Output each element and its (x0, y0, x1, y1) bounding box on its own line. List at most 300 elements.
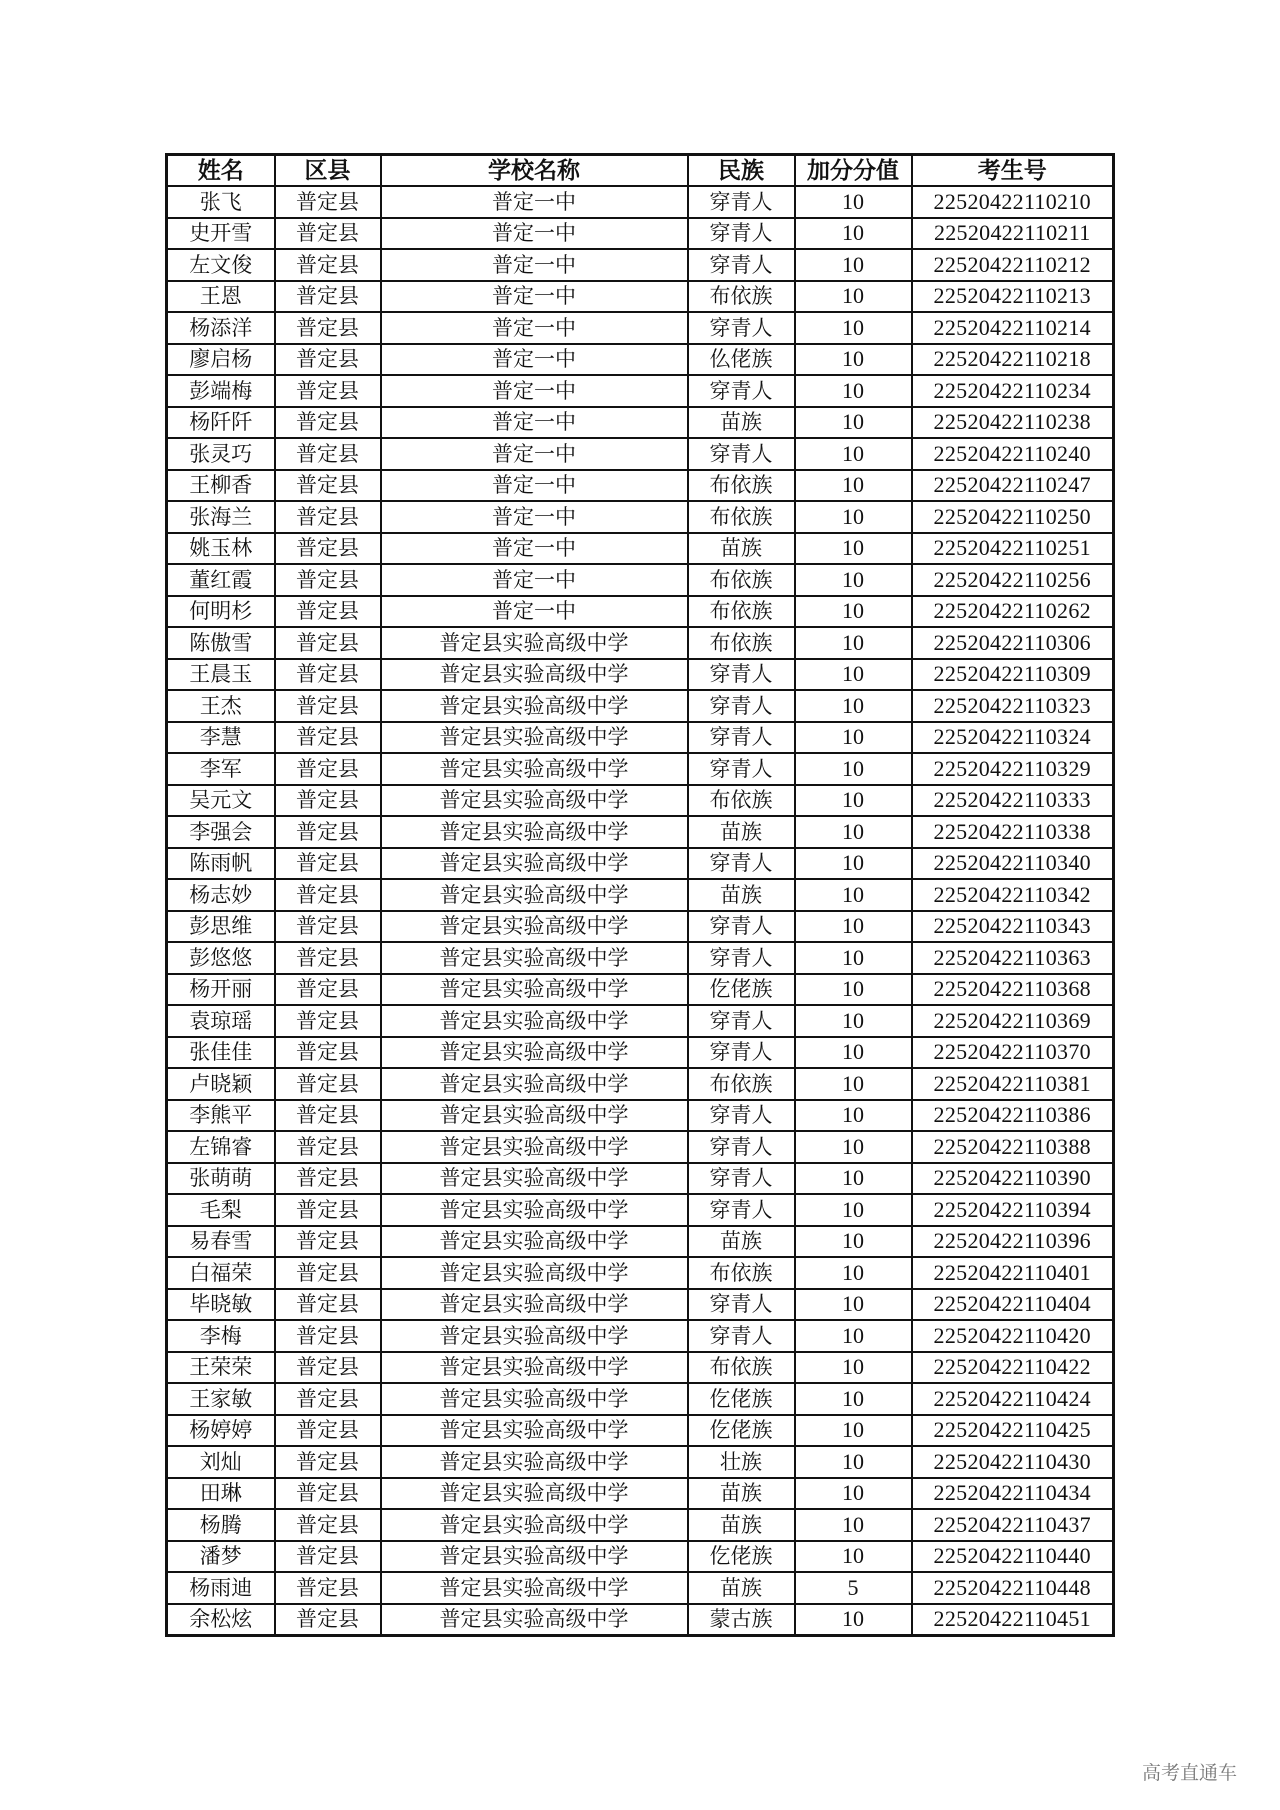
cell-bonus-points: 10 (795, 1131, 912, 1163)
cell-name: 王晨玉 (167, 659, 275, 691)
cell-bonus-points: 10 (795, 1478, 912, 1510)
cell-exam-id: 22520422110251 (912, 533, 1114, 565)
cell-ethnicity: 仫佬族 (688, 344, 795, 376)
cell-name: 李熊平 (167, 1100, 275, 1132)
cell-district: 普定县 (275, 438, 381, 470)
cell-bonus-points: 10 (795, 470, 912, 502)
cell-name: 杨开丽 (167, 974, 275, 1006)
cell-ethnicity: 穿青人 (688, 942, 795, 974)
cell-name: 廖启杨 (167, 344, 275, 376)
cell-exam-id: 22520422110448 (912, 1572, 1114, 1604)
cell-exam-id: 22520422110363 (912, 942, 1114, 974)
cell-name: 陈雨帆 (167, 848, 275, 880)
cell-exam-id: 22520422110343 (912, 911, 1114, 943)
cell-bonus-points: 10 (795, 785, 912, 817)
cell-exam-id: 22520422110256 (912, 564, 1114, 596)
cell-bonus-points: 10 (795, 438, 912, 470)
cell-name: 王杰 (167, 690, 275, 722)
cell-name: 何明杉 (167, 596, 275, 628)
cell-bonus-points: 10 (795, 1289, 912, 1321)
cell-bonus-points: 10 (795, 1037, 912, 1069)
cell-district: 普定县 (275, 344, 381, 376)
cell-district: 普定县 (275, 1541, 381, 1573)
table-row (167, 1352, 1114, 1384)
cell-ethnicity: 蒙古族 (688, 1604, 795, 1636)
cell-ethnicity: 仡佬族 (688, 1415, 795, 1447)
table-row (167, 186, 1114, 218)
table-row (167, 1478, 1114, 1510)
table-row (167, 942, 1114, 974)
cell-school: 普定县实验高级中学 (381, 1257, 688, 1289)
cell-exam-id: 22520422110247 (912, 470, 1114, 502)
cell-ethnicity: 布依族 (688, 281, 795, 313)
cell-district: 普定县 (275, 1194, 381, 1226)
cell-ethnicity: 苗族 (688, 407, 795, 439)
cell-bonus-points: 10 (795, 281, 912, 313)
cell-exam-id: 22520422110309 (912, 659, 1114, 691)
cell-exam-id: 22520422110434 (912, 1478, 1114, 1510)
cell-bonus-points: 10 (795, 1068, 912, 1100)
cell-school: 普定县实验高级中学 (381, 942, 688, 974)
table-row (167, 249, 1114, 281)
cell-district: 普定县 (275, 848, 381, 880)
cell-ethnicity: 穿青人 (688, 690, 795, 722)
cell-district: 普定县 (275, 1163, 381, 1195)
cell-ethnicity: 苗族 (688, 533, 795, 565)
cell-district: 普定县 (275, 1257, 381, 1289)
cell-bonus-points: 10 (795, 1320, 912, 1352)
cell-ethnicity: 穿青人 (688, 1163, 795, 1195)
table-row (167, 1226, 1114, 1258)
cell-school: 普定县实验高级中学 (381, 785, 688, 817)
cell-bonus-points: 10 (795, 848, 912, 880)
cell-bonus-points: 10 (795, 1541, 912, 1573)
cell-exam-id: 22520422110262 (912, 596, 1114, 628)
cell-bonus-points: 10 (795, 596, 912, 628)
cell-district: 普定县 (275, 564, 381, 596)
table-body (167, 186, 1114, 1636)
header-bonus-points: 加分分值 (795, 155, 912, 187)
table-row (167, 848, 1114, 880)
cell-name: 潘梦 (167, 1541, 275, 1573)
cell-exam-id: 22520422110381 (912, 1068, 1114, 1100)
table-row (167, 627, 1114, 659)
table-row (167, 1383, 1114, 1415)
cell-school: 普定县实验高级中学 (381, 1037, 688, 1069)
table-row (167, 1541, 1114, 1573)
cell-bonus-points: 10 (795, 659, 912, 691)
cell-exam-id: 22520422110214 (912, 312, 1114, 344)
cell-name: 张佳佳 (167, 1037, 275, 1069)
cell-exam-id: 22520422110324 (912, 722, 1114, 754)
cell-school: 普定一中 (381, 470, 688, 502)
cell-district: 普定县 (275, 753, 381, 785)
cell-district: 普定县 (275, 1383, 381, 1415)
cell-exam-id: 22520422110234 (912, 375, 1114, 407)
cell-district: 普定县 (275, 1572, 381, 1604)
table-row (167, 659, 1114, 691)
cell-school: 普定县实验高级中学 (381, 1352, 688, 1384)
cell-district: 普定县 (275, 470, 381, 502)
cell-ethnicity: 穿青人 (688, 1005, 795, 1037)
table-row (167, 1446, 1114, 1478)
table-row (167, 281, 1114, 313)
cell-district: 普定县 (275, 1446, 381, 1478)
cell-ethnicity: 苗族 (688, 879, 795, 911)
cell-district: 普定县 (275, 1226, 381, 1258)
table-row (167, 911, 1114, 943)
cell-school: 普定县实验高级中学 (381, 816, 688, 848)
table-header-row (167, 155, 1114, 187)
cell-name: 左锦睿 (167, 1131, 275, 1163)
cell-school: 普定一中 (381, 438, 688, 470)
cell-bonus-points: 10 (795, 218, 912, 250)
table-row (167, 312, 1114, 344)
cell-district: 普定县 (275, 1415, 381, 1447)
cell-district: 普定县 (275, 1005, 381, 1037)
cell-bonus-points: 10 (795, 375, 912, 407)
table-row (167, 564, 1114, 596)
cell-bonus-points: 10 (795, 186, 912, 218)
cell-name: 彭悠悠 (167, 942, 275, 974)
cell-bonus-points: 10 (795, 1100, 912, 1132)
cell-school: 普定县实验高级中学 (381, 974, 688, 1006)
cell-name: 彭端梅 (167, 375, 275, 407)
cell-district: 普定县 (275, 690, 381, 722)
table-row (167, 375, 1114, 407)
cell-name: 张飞 (167, 186, 275, 218)
table-row (167, 1604, 1114, 1636)
cell-district: 普定县 (275, 1289, 381, 1321)
cell-school: 普定一中 (381, 501, 688, 533)
table-row (167, 816, 1114, 848)
cell-bonus-points: 10 (795, 1194, 912, 1226)
cell-bonus-points: 10 (795, 1446, 912, 1478)
cell-district: 普定县 (275, 879, 381, 911)
table-row (167, 785, 1114, 817)
cell-exam-id: 22520422110386 (912, 1100, 1114, 1132)
cell-district: 普定县 (275, 533, 381, 565)
cell-ethnicity: 穿青人 (688, 1320, 795, 1352)
cell-name: 杨婷婷 (167, 1415, 275, 1447)
cell-exam-id: 22520422110370 (912, 1037, 1114, 1069)
cell-school: 普定县实验高级中学 (381, 627, 688, 659)
cell-school: 普定一中 (381, 375, 688, 407)
cell-school: 普定一中 (381, 564, 688, 596)
cell-ethnicity: 穿青人 (688, 375, 795, 407)
table-row (167, 596, 1114, 628)
cell-exam-id: 22520422110213 (912, 281, 1114, 313)
cell-district: 普定县 (275, 312, 381, 344)
bonus-points-table (165, 153, 1115, 1637)
cell-exam-id: 22520422110210 (912, 186, 1114, 218)
cell-ethnicity: 仡佬族 (688, 1541, 795, 1573)
cell-school: 普定县实验高级中学 (381, 659, 688, 691)
table-row (167, 1415, 1114, 1447)
cell-name: 姚玉林 (167, 533, 275, 565)
cell-name: 杨添洋 (167, 312, 275, 344)
cell-school: 普定县实验高级中学 (381, 690, 688, 722)
cell-name: 李军 (167, 753, 275, 785)
cell-bonus-points: 10 (795, 1226, 912, 1258)
cell-exam-id: 22520422110440 (912, 1541, 1114, 1573)
cell-bonus-points: 10 (795, 1163, 912, 1195)
cell-district: 普定县 (275, 281, 381, 313)
cell-exam-id: 22520422110306 (912, 627, 1114, 659)
cell-ethnicity: 穿青人 (688, 1131, 795, 1163)
cell-bonus-points: 10 (795, 879, 912, 911)
cell-school: 普定县实验高级中学 (381, 1163, 688, 1195)
cell-exam-id: 22520422110212 (912, 249, 1114, 281)
cell-bonus-points: 10 (795, 753, 912, 785)
cell-exam-id: 22520422110338 (912, 816, 1114, 848)
table-row (167, 879, 1114, 911)
cell-district: 普定县 (275, 249, 381, 281)
cell-ethnicity: 穿青人 (688, 911, 795, 943)
cell-name: 易春雪 (167, 1226, 275, 1258)
cell-school: 普定县实验高级中学 (381, 1320, 688, 1352)
cell-district: 普定县 (275, 1509, 381, 1541)
table-row (167, 722, 1114, 754)
cell-bonus-points: 10 (795, 690, 912, 722)
watermark: 高考直通车 (1142, 1762, 1238, 1784)
cell-ethnicity: 穿青人 (688, 249, 795, 281)
cell-name: 白福荣 (167, 1257, 275, 1289)
cell-school: 普定县实验高级中学 (381, 1194, 688, 1226)
cell-school: 普定县实验高级中学 (381, 1226, 688, 1258)
cell-exam-id: 22520422110369 (912, 1005, 1114, 1037)
cell-name: 王荣荣 (167, 1352, 275, 1384)
table-row (167, 1005, 1114, 1037)
table-row (167, 1100, 1114, 1132)
cell-ethnicity: 布依族 (688, 1068, 795, 1100)
cell-name: 张萌萌 (167, 1163, 275, 1195)
cell-school: 普定县实验高级中学 (381, 1572, 688, 1604)
cell-school: 普定县实验高级中学 (381, 1541, 688, 1573)
cell-ethnicity: 仡佬族 (688, 1383, 795, 1415)
cell-school: 普定一中 (381, 596, 688, 628)
cell-name: 王家敏 (167, 1383, 275, 1415)
cell-school: 普定县实验高级中学 (381, 1509, 688, 1541)
cell-exam-id: 22520422110404 (912, 1289, 1114, 1321)
cell-exam-id: 22520422110420 (912, 1320, 1114, 1352)
cell-school: 普定县实验高级中学 (381, 1289, 688, 1321)
cell-ethnicity: 布依族 (688, 470, 795, 502)
cell-ethnicity: 穿青人 (688, 1037, 795, 1069)
cell-name: 毕晓敏 (167, 1289, 275, 1321)
cell-ethnicity: 苗族 (688, 1572, 795, 1604)
cell-school: 普定县实验高级中学 (381, 1131, 688, 1163)
cell-bonus-points: 10 (795, 344, 912, 376)
cell-bonus-points: 10 (795, 1257, 912, 1289)
cell-district: 普定县 (275, 659, 381, 691)
cell-district: 普定县 (275, 785, 381, 817)
cell-exam-id: 22520422110250 (912, 501, 1114, 533)
cell-exam-id: 22520422110390 (912, 1163, 1114, 1195)
cell-name: 卢晓颖 (167, 1068, 275, 1100)
cell-ethnicity: 穿青人 (688, 1289, 795, 1321)
table-row (167, 407, 1114, 439)
table-row (167, 974, 1114, 1006)
cell-name: 李慧 (167, 722, 275, 754)
table-row (167, 1163, 1114, 1195)
cell-district: 普定县 (275, 501, 381, 533)
cell-district: 普定县 (275, 627, 381, 659)
table-row (167, 1131, 1114, 1163)
cell-exam-id: 22520422110394 (912, 1194, 1114, 1226)
cell-exam-id: 22520422110388 (912, 1131, 1114, 1163)
cell-ethnicity: 穿青人 (688, 438, 795, 470)
cell-name: 袁琼瑶 (167, 1005, 275, 1037)
table-row (167, 1572, 1114, 1604)
cell-district: 普定县 (275, 375, 381, 407)
cell-exam-id: 22520422110451 (912, 1604, 1114, 1636)
cell-ethnicity: 穿青人 (688, 312, 795, 344)
cell-name: 董红霞 (167, 564, 275, 596)
cell-ethnicity: 穿青人 (688, 848, 795, 880)
cell-name: 张灵巧 (167, 438, 275, 470)
cell-district: 普定县 (275, 596, 381, 628)
header-name: 姓名 (167, 155, 275, 187)
cell-school: 普定一中 (381, 533, 688, 565)
cell-name: 陈傲雪 (167, 627, 275, 659)
cell-district: 普定县 (275, 1037, 381, 1069)
cell-bonus-points: 10 (795, 942, 912, 974)
cell-bonus-points: 10 (795, 501, 912, 533)
cell-ethnicity: 布依族 (688, 564, 795, 596)
cell-name: 彭思维 (167, 911, 275, 943)
table-row (167, 218, 1114, 250)
table-row (167, 501, 1114, 533)
cell-school: 普定县实验高级中学 (381, 1604, 688, 1636)
cell-name: 杨阡阡 (167, 407, 275, 439)
cell-bonus-points: 10 (795, 627, 912, 659)
cell-exam-id: 22520422110340 (912, 848, 1114, 880)
cell-ethnicity: 布依族 (688, 596, 795, 628)
cell-bonus-points: 10 (795, 1509, 912, 1541)
cell-school: 普定县实验高级中学 (381, 1446, 688, 1478)
cell-bonus-points: 5 (795, 1572, 912, 1604)
cell-school: 普定县实验高级中学 (381, 911, 688, 943)
cell-exam-id: 22520422110422 (912, 1352, 1114, 1384)
cell-exam-id: 22520422110437 (912, 1509, 1114, 1541)
table-row (167, 533, 1114, 565)
cell-exam-id: 22520422110424 (912, 1383, 1114, 1415)
cell-name: 左文俊 (167, 249, 275, 281)
cell-exam-id: 22520422110218 (912, 344, 1114, 376)
cell-ethnicity: 穿青人 (688, 722, 795, 754)
table-row (167, 1257, 1114, 1289)
table-row (167, 690, 1114, 722)
cell-ethnicity: 苗族 (688, 816, 795, 848)
cell-exam-id: 22520422110323 (912, 690, 1114, 722)
cell-district: 普定县 (275, 1478, 381, 1510)
cell-school: 普定县实验高级中学 (381, 1068, 688, 1100)
cell-bonus-points: 10 (795, 407, 912, 439)
cell-school: 普定县实验高级中学 (381, 753, 688, 785)
cell-bonus-points: 10 (795, 1604, 912, 1636)
cell-name: 吴元文 (167, 785, 275, 817)
cell-school: 普定一中 (381, 186, 688, 218)
table-row (167, 470, 1114, 502)
cell-district: 普定县 (275, 974, 381, 1006)
cell-ethnicity: 苗族 (688, 1509, 795, 1541)
cell-exam-id: 22520422110329 (912, 753, 1114, 785)
table-row (167, 753, 1114, 785)
cell-district: 普定县 (275, 816, 381, 848)
cell-bonus-points: 10 (795, 564, 912, 596)
cell-ethnicity: 穿青人 (688, 753, 795, 785)
cell-district: 普定县 (275, 942, 381, 974)
cell-school: 普定县实验高级中学 (381, 1100, 688, 1132)
cell-district: 普定县 (275, 186, 381, 218)
cell-bonus-points: 10 (795, 312, 912, 344)
cell-ethnicity: 布依族 (688, 1352, 795, 1384)
cell-name: 刘灿 (167, 1446, 275, 1478)
cell-name: 张海兰 (167, 501, 275, 533)
cell-district: 普定县 (275, 722, 381, 754)
cell-district: 普定县 (275, 1068, 381, 1100)
header-school: 学校名称 (381, 155, 688, 187)
cell-bonus-points: 10 (795, 249, 912, 281)
cell-ethnicity: 布依族 (688, 1257, 795, 1289)
cell-ethnicity: 穿青人 (688, 1100, 795, 1132)
cell-name: 史开雪 (167, 218, 275, 250)
cell-name: 余松炫 (167, 1604, 275, 1636)
cell-bonus-points: 10 (795, 1415, 912, 1447)
cell-bonus-points: 10 (795, 911, 912, 943)
table-row (167, 1037, 1114, 1069)
cell-school: 普定一中 (381, 218, 688, 250)
cell-name: 王柳香 (167, 470, 275, 502)
cell-school: 普定县实验高级中学 (381, 848, 688, 880)
header-exam-id: 考生号 (912, 155, 1114, 187)
cell-district: 普定县 (275, 1131, 381, 1163)
cell-school: 普定县实验高级中学 (381, 1415, 688, 1447)
cell-bonus-points: 10 (795, 533, 912, 565)
cell-name: 李梅 (167, 1320, 275, 1352)
header-district: 区县 (275, 155, 381, 187)
cell-school: 普定县实验高级中学 (381, 1478, 688, 1510)
cell-bonus-points: 10 (795, 974, 912, 1006)
cell-ethnicity: 壮族 (688, 1446, 795, 1478)
cell-exam-id: 22520422110240 (912, 438, 1114, 470)
table-row (167, 344, 1114, 376)
cell-district: 普定县 (275, 911, 381, 943)
cell-ethnicity: 穿青人 (688, 659, 795, 691)
cell-district: 普定县 (275, 1604, 381, 1636)
cell-bonus-points: 10 (795, 1352, 912, 1384)
cell-ethnicity: 仡佬族 (688, 974, 795, 1006)
table-row (167, 1068, 1114, 1100)
table-row (167, 1289, 1114, 1321)
cell-exam-id: 22520422110238 (912, 407, 1114, 439)
cell-exam-id: 22520422110396 (912, 1226, 1114, 1258)
cell-school: 普定县实验高级中学 (381, 879, 688, 911)
cell-ethnicity: 穿青人 (688, 218, 795, 250)
cell-ethnicity: 苗族 (688, 1478, 795, 1510)
header-ethnicity: 民族 (688, 155, 795, 187)
cell-bonus-points: 10 (795, 816, 912, 848)
cell-school: 普定县实验高级中学 (381, 1383, 688, 1415)
cell-school: 普定一中 (381, 407, 688, 439)
cell-school: 普定一中 (381, 249, 688, 281)
cell-exam-id: 22520422110342 (912, 879, 1114, 911)
cell-district: 普定县 (275, 218, 381, 250)
cell-district: 普定县 (275, 1320, 381, 1352)
cell-exam-id: 22520422110401 (912, 1257, 1114, 1289)
cell-district: 普定县 (275, 1100, 381, 1132)
